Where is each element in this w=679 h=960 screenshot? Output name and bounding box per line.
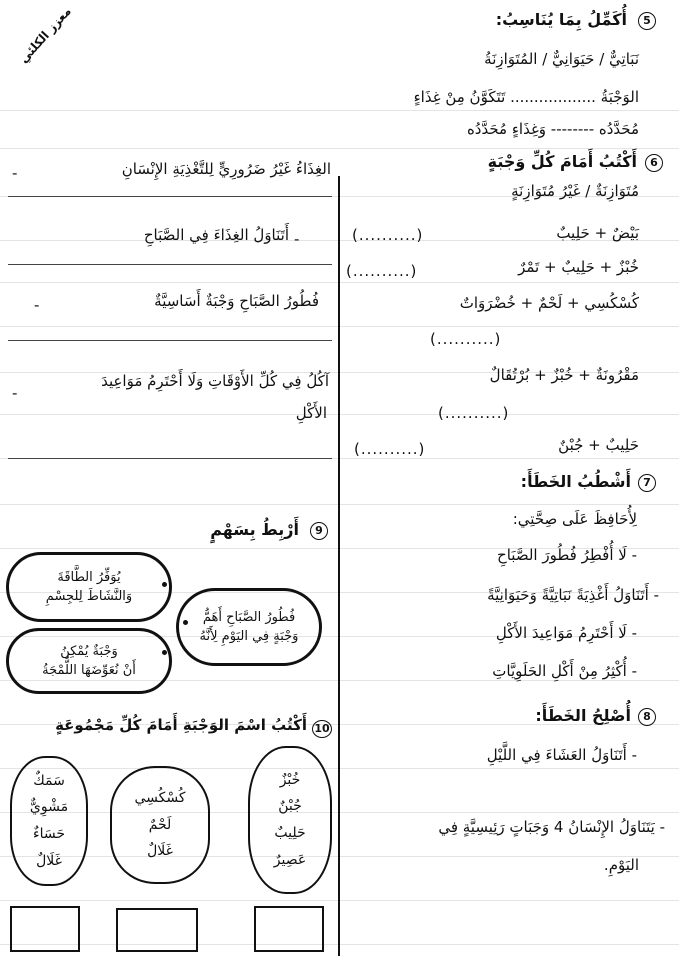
link-dot-energy[interactable]	[162, 582, 167, 587]
ex9-title: أَرْبِطُ بِسَهْمٍ	[210, 520, 299, 539]
left-sentence-1: الغِذَاءُ غَيْرُ ضَرُورِيٍّ لِلتَّغْذِيَةِ الإِنْسَانِ	[121, 160, 331, 178]
group-middle-item-2: لَحْمٌ	[148, 816, 172, 833]
ex6-title: أَكْتُبُ أَمَامَ كُلِّ وَجْبَةٍ	[487, 152, 637, 171]
food-group-middle	[110, 766, 210, 884]
bubble-snack[interactable]	[6, 628, 172, 694]
ex6-item-5: حَلِيبٌ + جُبْنٌ	[558, 436, 639, 454]
author-stamp: معزز الكلئي	[16, 4, 74, 66]
group-left-item-3: حَسَاءٌ	[33, 826, 65, 842]
group-left-item-2: مَشْوِيٌّ	[29, 799, 69, 816]
ex8-number: 8	[638, 708, 656, 726]
ex6-blank-3[interactable]: (..........)	[430, 330, 502, 348]
ex7-item-4: - لَا أَحْتَرِمُ مَوَاعِيدَ الأَكْلِ	[495, 624, 637, 642]
ex8-sentence2-line2: اليَوْمِ.	[603, 856, 639, 874]
ex6-number: 6	[645, 154, 663, 172]
ex6-item-3: كُسْكُسِي + لَحْمٌ + خُضْرَوَاتٌ	[459, 294, 639, 312]
answer-box-middle[interactable]	[116, 908, 198, 952]
group-left-item-4: غَلَالٌ	[36, 852, 62, 869]
group-right-item-3: حَلِيبٌ	[274, 825, 306, 841]
ex5-options: نَبَاتِيٌّ / حَيَوَانِيٌّ / المُتَوَازِنَةُ	[484, 50, 639, 68]
group-right-item-1: خُبْزٌ	[279, 771, 301, 788]
left-sentence-4-dash: -	[12, 384, 18, 402]
bubble-energy-line1: يُوَفِّرُ الطَّاقَةَ	[57, 569, 121, 585]
ex10-number: 10	[312, 720, 332, 738]
answer-box-right[interactable]	[254, 906, 324, 952]
left-sentence-1-dash: -	[12, 164, 18, 182]
ex8-sentence2-line1: - يَتَنَاوَلُ الإِنْسَانُ 4 وَجَبَاتٍ رَئِيسِيَّةٍ فِي	[438, 818, 665, 836]
ex7-item-1: لِأُحَافِظَ عَلَى صِحَّتِي:	[512, 510, 637, 528]
left-underline-2	[8, 264, 332, 265]
bubble-snack-line2: أَنْ نُعَوِّضَهَا اللُّمْجَةُ	[42, 663, 136, 678]
group-right-item-2: جُبْنٌ	[278, 798, 302, 815]
left-sentence-3: فُطُورُ الصَّبَاحِ وَجْبَةٌ أَسَاسِيَّةٌ	[154, 292, 319, 310]
ex7-item-2: - لَا أُفْطِرُ فُطُورَ الصَّبَاحِ	[497, 546, 637, 564]
ex8-title: أُصْلِحُ الخَطَأَ:	[535, 706, 631, 725]
bubble-breakfast-line1: فُطُورُ الصَّبَاحِ أَهَمُّ	[202, 609, 296, 625]
ex7-item-5: - أُكْثِرُ مِنْ أَكْلِ الحَلَوِيَّاتِ	[492, 662, 637, 680]
left-underline-4	[8, 458, 332, 459]
ex5-line1: الوَجْبَةُ .................. تَتَكَوَّنُ مِنْ غِذَاءٍ	[413, 88, 639, 106]
left-underline-1	[8, 196, 332, 197]
bubble-breakfast[interactable]	[176, 588, 322, 666]
bubble-energy-line2: وَالنَّشَاطَ لِلجِسْمِ	[45, 589, 133, 604]
bubble-snack-line1: وَجْبَةٌ يُمْكِنُ	[60, 643, 118, 659]
link-dot-breakfast[interactable]	[183, 620, 188, 625]
ex5-title: أُكَمِّلُ بِمَا يُنَاسِبُ:	[495, 10, 627, 29]
ex5-line2: مُحَدَّدُه -------- وَغِذَاءٍ مُحَدَّدُه	[466, 120, 639, 138]
left-sentence-4: آكُلُ فِي كُلِّ الأَوْقَاتِ وَلَا أَحْتَرِمُ مَوَاعِيدَ	[101, 372, 329, 390]
left-sentence-4-cont: الأَكْلِ	[295, 404, 327, 422]
ex7-item-3: - أَتَنَاوَلُ أَغْذِيَةً نَبَاتِيَّةً وَحَيَوَانِيَّةً	[487, 586, 659, 604]
link-dot-snack[interactable]	[162, 650, 167, 655]
ex6-item-2: خُبْزٌ + حَلِيبٌ + تَمْرٌ	[518, 258, 639, 276]
ex6-item-1: بَيْضٌ + حَلِيبٌ	[556, 224, 639, 242]
ex6-options: مُتَوَازِنَةٌ / غَيْرُ مُتَوَازِنَةٍ	[511, 182, 639, 200]
ex6-blank-2[interactable]: (..........)	[346, 262, 418, 280]
ex6-blank-1[interactable]: (..........)	[352, 226, 424, 244]
bubble-energy[interactable]	[6, 552, 172, 622]
ex6-item-4: مَقْرُونَةٌ + خُبْزٌ + بُرْتُقَالٌ	[489, 366, 639, 384]
left-sentence-2-dash: -	[294, 230, 300, 248]
bubble-breakfast-line2: وَجْبَةٍ فِي اليَوْمِ لِأَنَّهُ	[199, 629, 299, 644]
group-middle-item-3: غَلَالٌ	[147, 843, 173, 860]
ex6-blank-5[interactable]: (..........)	[354, 440, 426, 458]
food-group-left	[10, 756, 88, 886]
column-divider	[338, 176, 340, 956]
ex7-title: أَشْطُبُ الخَطَأَ:	[520, 472, 631, 491]
left-sentence-2: أَتَنَاوَلُ الغِذَاءَ فِي الصَّبَاحِ	[143, 226, 289, 244]
left-underline-3	[8, 340, 332, 341]
ex10-title: أَكْتُبُ اسْمَ الوَجْبَةِ أَمَامَ كُلِّ مَجْمُوعَةٍ	[55, 716, 307, 734]
ex6-blank-4[interactable]: (..........)	[438, 404, 510, 422]
ex7-number: 7	[638, 474, 656, 492]
ex5-number: 5	[638, 12, 656, 30]
group-right-item-4: عَصِيرٌ	[273, 851, 307, 868]
ex9-number: 9	[310, 522, 328, 540]
left-sentence-3-dash: -	[34, 296, 40, 314]
ex8-sentence: - أَتَنَاوَلُ العَشَاءَ فِي اللَّيْلِ	[486, 746, 637, 764]
food-group-right	[248, 746, 332, 894]
group-left-item-1: سَمَكٌ	[33, 772, 65, 789]
group-middle-item-1: كُسْكُسِي	[134, 790, 186, 807]
answer-box-left[interactable]	[10, 906, 80, 952]
